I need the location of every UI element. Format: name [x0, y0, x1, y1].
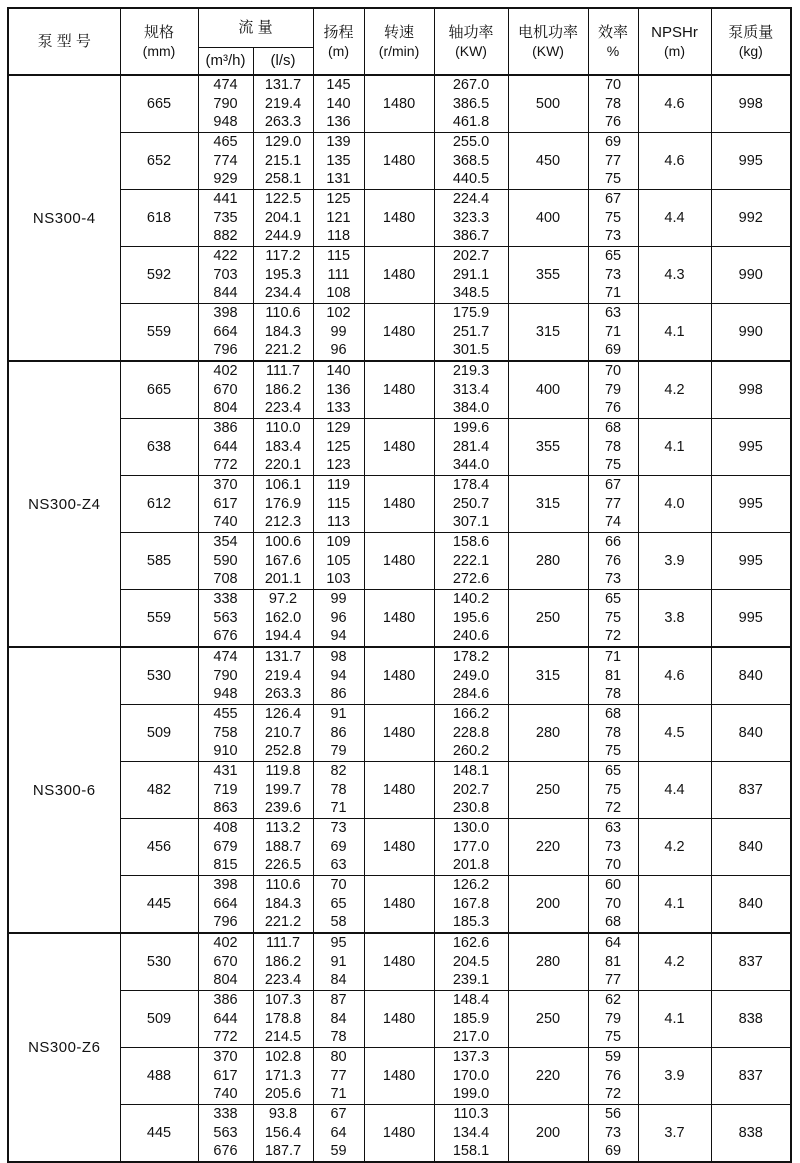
flow-m3h-cell: 441 735 882: [198, 190, 253, 247]
flow-ls-cell: 131.7 219.4 263.3: [253, 647, 313, 705]
head-cell: 129 125 123: [313, 419, 364, 476]
flow-m3h-cell: 370 617 740: [198, 1048, 253, 1105]
speed-cell: 1480: [364, 361, 434, 419]
efficiency-cell: 68 78 75: [588, 419, 638, 476]
speed-cell: 1480: [364, 133, 434, 190]
efficiency-cell: 70 79 76: [588, 361, 638, 419]
pump-model-cell: NS300-Z4: [8, 361, 120, 647]
pump-model-cell: NS300-6: [8, 647, 120, 933]
head-cell: 99 96 94: [313, 590, 364, 648]
table-row: [8, 304, 791, 362]
npshr-cell: 4.2: [638, 361, 711, 419]
motor-power-cell: 400: [508, 361, 588, 419]
speed-cell: 1480: [364, 190, 434, 247]
head-cell: 115 111 108: [313, 247, 364, 304]
shaft-power-cell: 126.2 167.8 185.3: [434, 876, 508, 934]
efficiency-cell: 59 76 72: [588, 1048, 638, 1105]
table-row: [8, 75, 791, 133]
efficiency-cell: 69 77 75: [588, 133, 638, 190]
table-row: [8, 361, 791, 419]
table-row: [8, 133, 791, 190]
spec-cell: 509: [120, 991, 198, 1048]
spec-cell: 665: [120, 361, 198, 419]
flow-ls-cell: 111.7 186.2 223.4: [253, 933, 313, 991]
speed-cell: 1480: [364, 247, 434, 304]
flow-m3h-cell: 338 563 676: [198, 590, 253, 648]
table-row: [8, 247, 791, 304]
mass-cell: 998: [711, 75, 791, 133]
flow-ls-cell: 110.6 184.3 221.2: [253, 304, 313, 362]
speed-cell: 1480: [364, 876, 434, 934]
head-cell: 140 136 133: [313, 361, 364, 419]
efficiency-cell: 65 73 71: [588, 247, 638, 304]
efficiency-cell: 62 79 75: [588, 991, 638, 1048]
table-row: [8, 590, 791, 648]
flow-m3h-cell: 408 679 815: [198, 819, 253, 876]
shaft-power-cell: 175.9 251.7 301.5: [434, 304, 508, 362]
npshr-cell: 3.9: [638, 1048, 711, 1105]
spec-cell: 585: [120, 533, 198, 590]
motor-power-cell: 200: [508, 1105, 588, 1163]
npshr-cell: 4.0: [638, 476, 711, 533]
shaft-power-cell: 178.4 250.7 307.1: [434, 476, 508, 533]
flow-ls-cell: 110.6 184.3 221.2: [253, 876, 313, 934]
efficiency-cell: 71 81 78: [588, 647, 638, 705]
spec-cell: 530: [120, 933, 198, 991]
flow-ls-cell: 126.4 210.7 252.8: [253, 705, 313, 762]
motor-power-cell: 315: [508, 304, 588, 362]
table-row: [8, 819, 791, 876]
head-cell: 67 64 59: [313, 1105, 364, 1163]
npshr-cell: 4.6: [638, 647, 711, 705]
speed-cell: 1480: [364, 647, 434, 705]
head-cell: 73 69 63: [313, 819, 364, 876]
npshr-cell: 4.1: [638, 991, 711, 1048]
mass-cell: 995: [711, 133, 791, 190]
flow-m3h-cell: 370 617 740: [198, 476, 253, 533]
npshr-cell: 4.1: [638, 304, 711, 362]
spec-cell: 445: [120, 876, 198, 934]
shaft-power-cell: 158.6 222.1 272.6: [434, 533, 508, 590]
speed-cell: 1480: [364, 819, 434, 876]
motor-power-cell: 355: [508, 247, 588, 304]
speed-cell: 1480: [364, 762, 434, 819]
mass-cell: 998: [711, 361, 791, 419]
shaft-power-cell: 199.6 281.4 344.0: [434, 419, 508, 476]
table-row: [8, 533, 791, 590]
mass-cell: 995: [711, 533, 791, 590]
mass-cell: 990: [711, 247, 791, 304]
col-header-speed: 转速 (r/min): [364, 8, 434, 75]
table-row: [8, 419, 791, 476]
speed-cell: 1480: [364, 304, 434, 362]
table-row: [8, 190, 791, 247]
shaft-power-cell: 219.3 313.4 384.0: [434, 361, 508, 419]
spec-cell: 559: [120, 304, 198, 362]
flow-ls-cell: 113.2 188.7 226.5: [253, 819, 313, 876]
spec-cell: 665: [120, 75, 198, 133]
motor-power-cell: 280: [508, 705, 588, 762]
npshr-cell: 4.6: [638, 133, 711, 190]
col-header-mass: 泵质量 (kg): [711, 8, 791, 75]
col-header-shaft-power: 轴功率 (KW): [434, 8, 508, 75]
col-header-motor-power: 电机功率 (KW): [508, 8, 588, 75]
flow-m3h-cell: 474 790 948: [198, 75, 253, 133]
spec-cell: 618: [120, 190, 198, 247]
speed-cell: 1480: [364, 590, 434, 648]
efficiency-cell: 64 81 77: [588, 933, 638, 991]
pump-model-cell: NS300-Z6: [8, 933, 120, 1162]
motor-power-cell: 250: [508, 762, 588, 819]
shaft-power-cell: 255.0 368.5 440.5: [434, 133, 508, 190]
col-header-spec: 规格 (mm): [120, 8, 198, 75]
speed-cell: 1480: [364, 75, 434, 133]
flow-ls-cell: 107.3 178.8 214.5: [253, 991, 313, 1048]
mass-cell: 837: [711, 1048, 791, 1105]
table-row: [8, 933, 791, 991]
head-cell: 82 78 71: [313, 762, 364, 819]
pump-model-cell: NS300-4: [8, 75, 120, 361]
efficiency-cell: 65 75 72: [588, 762, 638, 819]
col-header-flow-m3h: (m³/h): [198, 47, 253, 75]
mass-cell: 837: [711, 762, 791, 819]
motor-power-cell: 500: [508, 75, 588, 133]
speed-cell: 1480: [364, 991, 434, 1048]
mass-cell: 995: [711, 419, 791, 476]
efficiency-cell: 56 73 69: [588, 1105, 638, 1163]
efficiency-cell: 67 77 74: [588, 476, 638, 533]
col-header-npshr: NPSHr (m): [638, 8, 711, 75]
speed-cell: 1480: [364, 1105, 434, 1163]
motor-power-cell: 450: [508, 133, 588, 190]
spec-cell: 592: [120, 247, 198, 304]
flow-m3h-cell: 354 590 708: [198, 533, 253, 590]
npshr-cell: 3.7: [638, 1105, 711, 1163]
flow-ls-cell: 93.8 156.4 187.7: [253, 1105, 313, 1163]
flow-m3h-cell: 474 790 948: [198, 647, 253, 705]
spec-cell: 638: [120, 419, 198, 476]
npshr-cell: 4.6: [638, 75, 711, 133]
head-cell: 70 65 58: [313, 876, 364, 934]
head-cell: 98 94 86: [313, 647, 364, 705]
speed-cell: 1480: [364, 705, 434, 762]
shaft-power-cell: 148.4 185.9 217.0: [434, 991, 508, 1048]
shaft-power-cell: 202.7 291.1 348.5: [434, 247, 508, 304]
mass-cell: 840: [711, 876, 791, 934]
npshr-cell: 3.8: [638, 590, 711, 648]
flow-m3h-cell: 386 644 772: [198, 419, 253, 476]
npshr-cell: 4.3: [638, 247, 711, 304]
pump-spec-table: [7, 7, 792, 1163]
motor-power-cell: 315: [508, 647, 588, 705]
spec-cell: 530: [120, 647, 198, 705]
table-row: [8, 991, 791, 1048]
flow-m3h-cell: 398 664 796: [198, 876, 253, 934]
motor-power-cell: 200: [508, 876, 588, 934]
head-cell: 145 140 136: [313, 75, 364, 133]
flow-m3h-cell: 386 644 772: [198, 991, 253, 1048]
head-cell: 125 121 118: [313, 190, 364, 247]
table-row: [8, 476, 791, 533]
col-header-flow-ls: (l/s): [253, 47, 313, 75]
motor-power-cell: 355: [508, 419, 588, 476]
table-body: [8, 75, 791, 1162]
flow-ls-cell: 106.1 176.9 212.3: [253, 476, 313, 533]
flow-ls-cell: 131.7 219.4 263.3: [253, 75, 313, 133]
flow-m3h-cell: 402 670 804: [198, 361, 253, 419]
motor-power-cell: 220: [508, 819, 588, 876]
efficiency-cell: 66 76 73: [588, 533, 638, 590]
flow-m3h-cell: 431 719 863: [198, 762, 253, 819]
flow-ls-cell: 97.2 162.0 194.4: [253, 590, 313, 648]
head-cell: 109 105 103: [313, 533, 364, 590]
npshr-cell: 4.2: [638, 933, 711, 991]
spec-cell: 509: [120, 705, 198, 762]
efficiency-cell: 70 78 76: [588, 75, 638, 133]
spec-cell: 456: [120, 819, 198, 876]
mass-cell: 837: [711, 933, 791, 991]
table-row: [8, 647, 791, 705]
mass-cell: 840: [711, 647, 791, 705]
shaft-power-cell: 140.2 195.6 240.6: [434, 590, 508, 648]
mass-cell: 838: [711, 991, 791, 1048]
mass-cell: 838: [711, 1105, 791, 1163]
speed-cell: 1480: [364, 1048, 434, 1105]
shaft-power-cell: 166.2 228.8 260.2: [434, 705, 508, 762]
efficiency-cell: 60 70 68: [588, 876, 638, 934]
efficiency-cell: 65 75 72: [588, 590, 638, 648]
shaft-power-cell: 267.0 386.5 461.8: [434, 75, 508, 133]
flow-ls-cell: 111.7 186.2 223.4: [253, 361, 313, 419]
flow-m3h-cell: 338 563 676: [198, 1105, 253, 1163]
flow-ls-cell: 102.8 171.3 205.6: [253, 1048, 313, 1105]
spec-cell: 488: [120, 1048, 198, 1105]
flow-ls-cell: 119.8 199.7 239.6: [253, 762, 313, 819]
motor-power-cell: 280: [508, 533, 588, 590]
motor-power-cell: 250: [508, 590, 588, 648]
shaft-power-cell: 130.0 177.0 201.8: [434, 819, 508, 876]
efficiency-cell: 67 75 73: [588, 190, 638, 247]
shaft-power-cell: 110.3 134.4 158.1: [434, 1105, 508, 1163]
mass-cell: 840: [711, 819, 791, 876]
table-row: [8, 1048, 791, 1105]
mass-cell: 995: [711, 590, 791, 648]
flow-ls-cell: 100.6 167.6 201.1: [253, 533, 313, 590]
speed-cell: 1480: [364, 533, 434, 590]
table-header: [8, 8, 791, 75]
flow-m3h-cell: 465 774 929: [198, 133, 253, 190]
shaft-power-cell: 224.4 323.3 386.7: [434, 190, 508, 247]
npshr-cell: 4.4: [638, 762, 711, 819]
col-header-efficiency: 效率 %: [588, 8, 638, 75]
col-header-head: 扬程 (m): [313, 8, 364, 75]
head-cell: 87 84 78: [313, 991, 364, 1048]
npshr-cell: 4.1: [638, 876, 711, 934]
shaft-power-cell: 137.3 170.0 199.0: [434, 1048, 508, 1105]
mass-cell: 992: [711, 190, 791, 247]
spec-cell: 482: [120, 762, 198, 819]
motor-power-cell: 280: [508, 933, 588, 991]
flow-m3h-cell: 402 670 804: [198, 933, 253, 991]
table-row: [8, 705, 791, 762]
speed-cell: 1480: [364, 419, 434, 476]
npshr-cell: 4.1: [638, 419, 711, 476]
motor-power-cell: 315: [508, 476, 588, 533]
table-row: [8, 1105, 791, 1163]
npshr-cell: 4.2: [638, 819, 711, 876]
flow-ls-cell: 117.2 195.3 234.4: [253, 247, 313, 304]
shaft-power-cell: 162.6 204.5 239.1: [434, 933, 508, 991]
col-header-model: 泵 型 号: [8, 8, 120, 75]
spec-cell: 559: [120, 590, 198, 648]
flow-m3h-cell: 398 664 796: [198, 304, 253, 362]
mass-cell: 840: [711, 705, 791, 762]
efficiency-cell: 63 71 69: [588, 304, 638, 362]
speed-cell: 1480: [364, 476, 434, 533]
head-cell: 91 86 79: [313, 705, 364, 762]
npshr-cell: 4.4: [638, 190, 711, 247]
efficiency-cell: 68 78 75: [588, 705, 638, 762]
head-cell: 139 135 131: [313, 133, 364, 190]
flow-m3h-cell: 422 703 844: [198, 247, 253, 304]
head-cell: 95 91 84: [313, 933, 364, 991]
flow-ls-cell: 129.0 215.1 258.1: [253, 133, 313, 190]
shaft-power-cell: 148.1 202.7 230.8: [434, 762, 508, 819]
table-row: [8, 762, 791, 819]
efficiency-cell: 63 73 70: [588, 819, 638, 876]
motor-power-cell: 400: [508, 190, 588, 247]
flow-ls-cell: 110.0 183.4 220.1: [253, 419, 313, 476]
mass-cell: 995: [711, 476, 791, 533]
mass-cell: 990: [711, 304, 791, 362]
npshr-cell: 4.5: [638, 705, 711, 762]
shaft-power-cell: 178.2 249.0 284.6: [434, 647, 508, 705]
head-cell: 119 115 113: [313, 476, 364, 533]
head-cell: 80 77 71: [313, 1048, 364, 1105]
npshr-cell: 3.9: [638, 533, 711, 590]
speed-cell: 1480: [364, 933, 434, 991]
spec-cell: 652: [120, 133, 198, 190]
table-row: [8, 876, 791, 934]
motor-power-cell: 220: [508, 1048, 588, 1105]
head-cell: 102 99 96: [313, 304, 364, 362]
col-header-flow: 流 量: [198, 8, 313, 47]
flow-m3h-cell: 455 758 910: [198, 705, 253, 762]
spec-cell: 612: [120, 476, 198, 533]
motor-power-cell: 250: [508, 991, 588, 1048]
spec-cell: 445: [120, 1105, 198, 1163]
flow-ls-cell: 122.5 204.1 244.9: [253, 190, 313, 247]
